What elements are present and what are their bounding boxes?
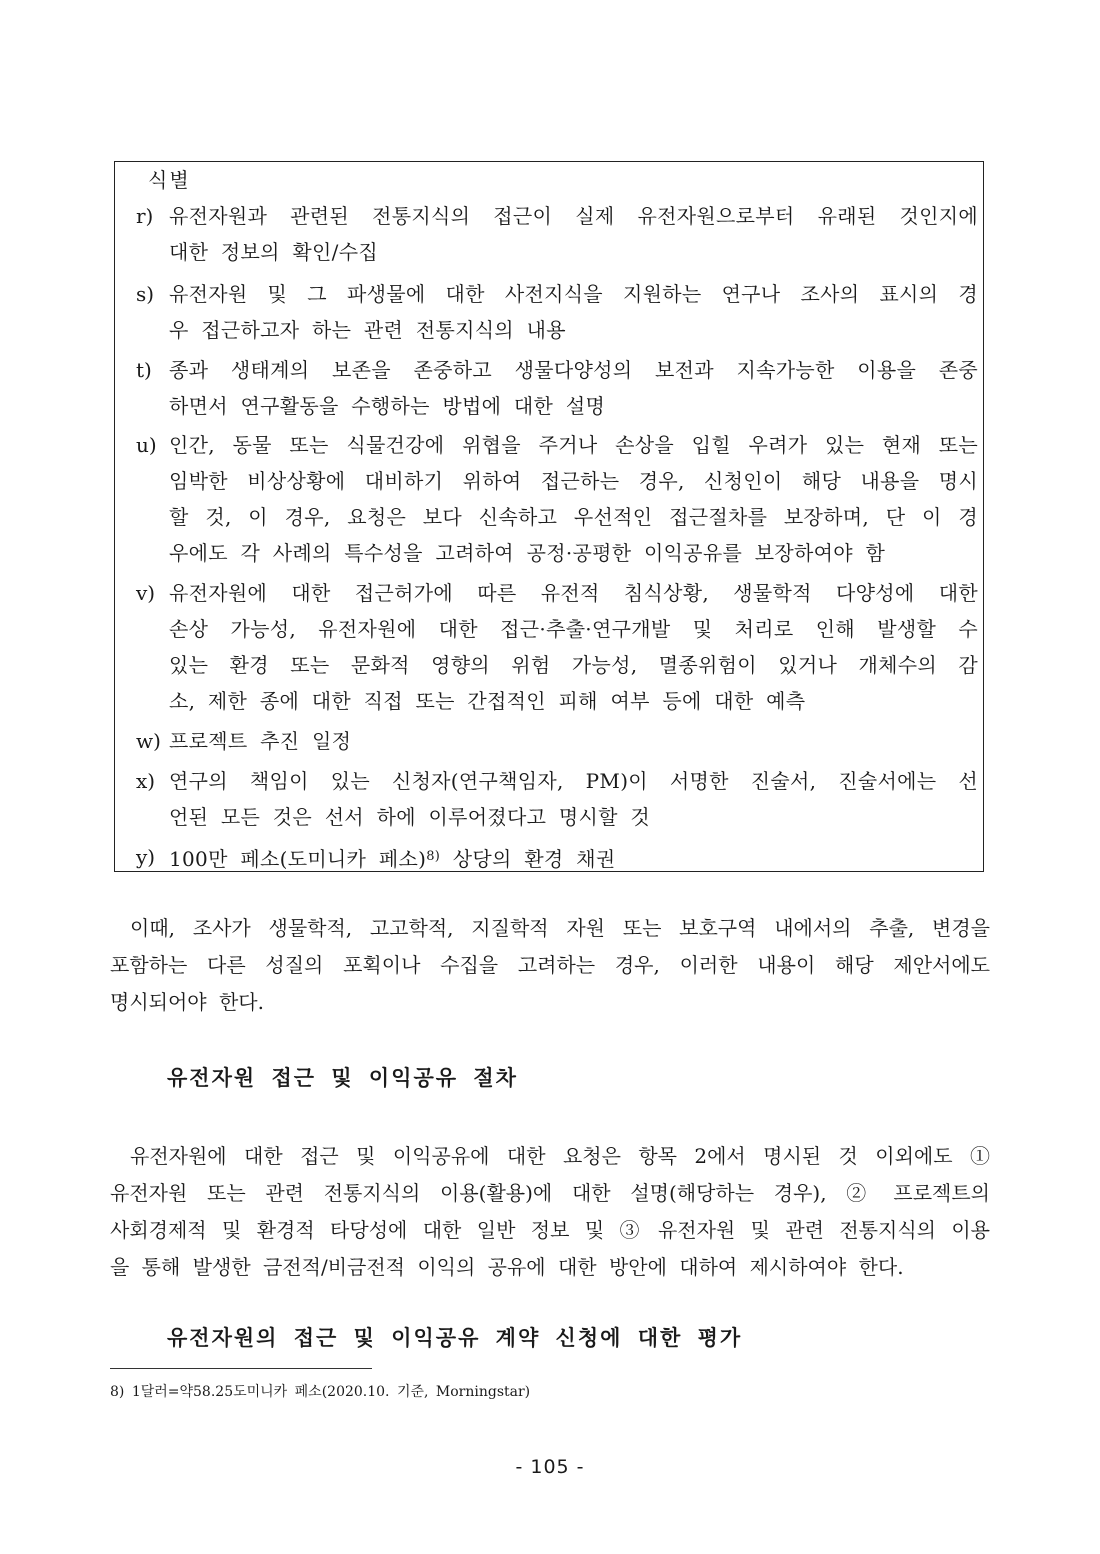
- item-line: 할 것, 이 경우, 요청은 보다 신속하고 우선적인 접근절차를 보장하며, 단 이 경: [169, 505, 978, 529]
- item-line: 손상 가능성, 유전자원에 대한 접근·추출·연구개발 및 처리로 인해 발생할 수: [169, 617, 978, 641]
- paragraph-1: [110, 910, 990, 1021]
- bond-text: 100만 페소(도미니카 페소): [169, 847, 427, 871]
- page-number: - 105 -: [515, 1456, 585, 1478]
- footnote-divider: [110, 1368, 372, 1369]
- list-item-x: [136, 763, 978, 835]
- paragraph-line: 사회경제적 및 환경적 타당성에 대한 일반 정보 및 ③ 유전자원 및 관련 전통지식의 이용: [110, 1218, 990, 1242]
- list-item-w: [136, 723, 978, 759]
- paragraph-line: 명시되어야 한다.: [110, 990, 264, 1014]
- list-item-t: [136, 352, 978, 424]
- item-line: 임박한 비상상황에 대비하기 위하여 접근하는 경우, 신청인이 해당 내용을 명시: [169, 469, 978, 493]
- item-line: 언된 모든 것은 선서 하에 이루어졌다고 명시할 것: [169, 805, 651, 829]
- section-heading-evaluation: 유전자원의 접근 및 이익공유 계약 신청에 대한 평가: [167, 1326, 743, 1350]
- item-marker: w): [136, 729, 161, 753]
- footnote-ref[interactable]: 8): [426, 849, 441, 864]
- list-item-u: [136, 427, 978, 571]
- item-marker: s): [136, 282, 155, 306]
- item-line: 인간, 동물 또는 식물건강에 위협을 주거나 손상을 입힐 우려가 있는 현재 또는: [169, 433, 978, 457]
- paragraph-line: 포함하는 다른 성질의 포획이나 수집을 고려하는 경우, 이러한 내용이 해당 제안서에도: [110, 953, 990, 977]
- item-line: 있는 환경 또는 문화적 영향의 위험 가능성, 멸종위험이 있거나 개체수의 감: [169, 653, 978, 677]
- item-line: 유전자원 및 그 파생물에 대한 사전지식을 지원하는 연구나 조사의 표시의 경: [169, 282, 978, 306]
- box-heading: 식별: [148, 168, 191, 192]
- list-item-r: [136, 198, 978, 270]
- item-line: 소, 제한 종에 대한 직접 또는 간접적인 피해 여부 등에 대한 예측: [169, 689, 806, 713]
- footnote-8: 8) 1달러=약58.25도미니카 페소(2020.10. 기준, Morningstar): [110, 1384, 531, 1400]
- paragraph-line: 유전자원 또는 관련 전통지식의 이용(활용)에 대한 설명(해당하는 경우), ② 프로젝트의: [110, 1181, 990, 1205]
- item-line: 프로젝트 추진 일정: [169, 729, 352, 753]
- paragraph-line: 이때, 조사가 생물학적, 고고학적, 지질학적 자원 또는 보호구역 내에서의 추출, 변경을: [130, 916, 990, 940]
- bond-text-after: 상당의 환경 채권: [440, 847, 616, 871]
- item-line: 연구의 책임이 있는 신청자(연구책임자, PM)이 서명한 진술서, 진술서에는 선: [169, 769, 978, 793]
- item-line: 유전자원에 대한 접근허가에 따른 유전적 침식상황, 생물학적 다양성에 대한: [169, 581, 978, 605]
- item-line: 우 접근하고자 하는 관련 전통지식의 내용: [169, 318, 566, 342]
- paragraph-line: 유전자원에 대한 접근 및 이익공유에 대한 요청은 항목 2에서 명시된 것 이외에도 ①: [130, 1144, 990, 1168]
- paragraph-line: 을 통해 발생한 금전적/비금전적 이익의 공유에 대한 방안에 대하여 제시하여야 한다.: [110, 1255, 904, 1279]
- item-line: 종과 생태계의 보존을 존중하고 생물다양성의 보전과 지속가능한 이용을 존중: [169, 358, 978, 382]
- list-item-s: [136, 276, 978, 348]
- item-marker: r): [136, 204, 154, 228]
- item-marker: v): [136, 581, 156, 605]
- item-marker: u): [136, 433, 157, 457]
- item-line: 유전자원과 관련된 전통지식의 접근이 실제 유전자원으로부터 유래된 것인지에: [169, 204, 978, 228]
- section-heading-procedure: 유전자원 접근 및 이익공유 절차: [167, 1066, 518, 1090]
- paragraph-2: [110, 1138, 990, 1286]
- item-line: 대한 정보의 확인/수집: [169, 240, 378, 264]
- item-line: [169, 839, 978, 875]
- list-item-y: [136, 839, 978, 875]
- item-marker: x): [136, 769, 156, 793]
- item-marker: y): [136, 845, 156, 869]
- item-line: 우에도 각 사례의 특수성을 고려하여 공정·공평한 이익공유를 보장하여야 함: [169, 541, 886, 565]
- list-item-v: [136, 575, 978, 719]
- item-marker: t): [136, 358, 152, 382]
- item-line: 하면서 연구활동을 수행하는 방법에 대한 설명: [169, 394, 606, 418]
